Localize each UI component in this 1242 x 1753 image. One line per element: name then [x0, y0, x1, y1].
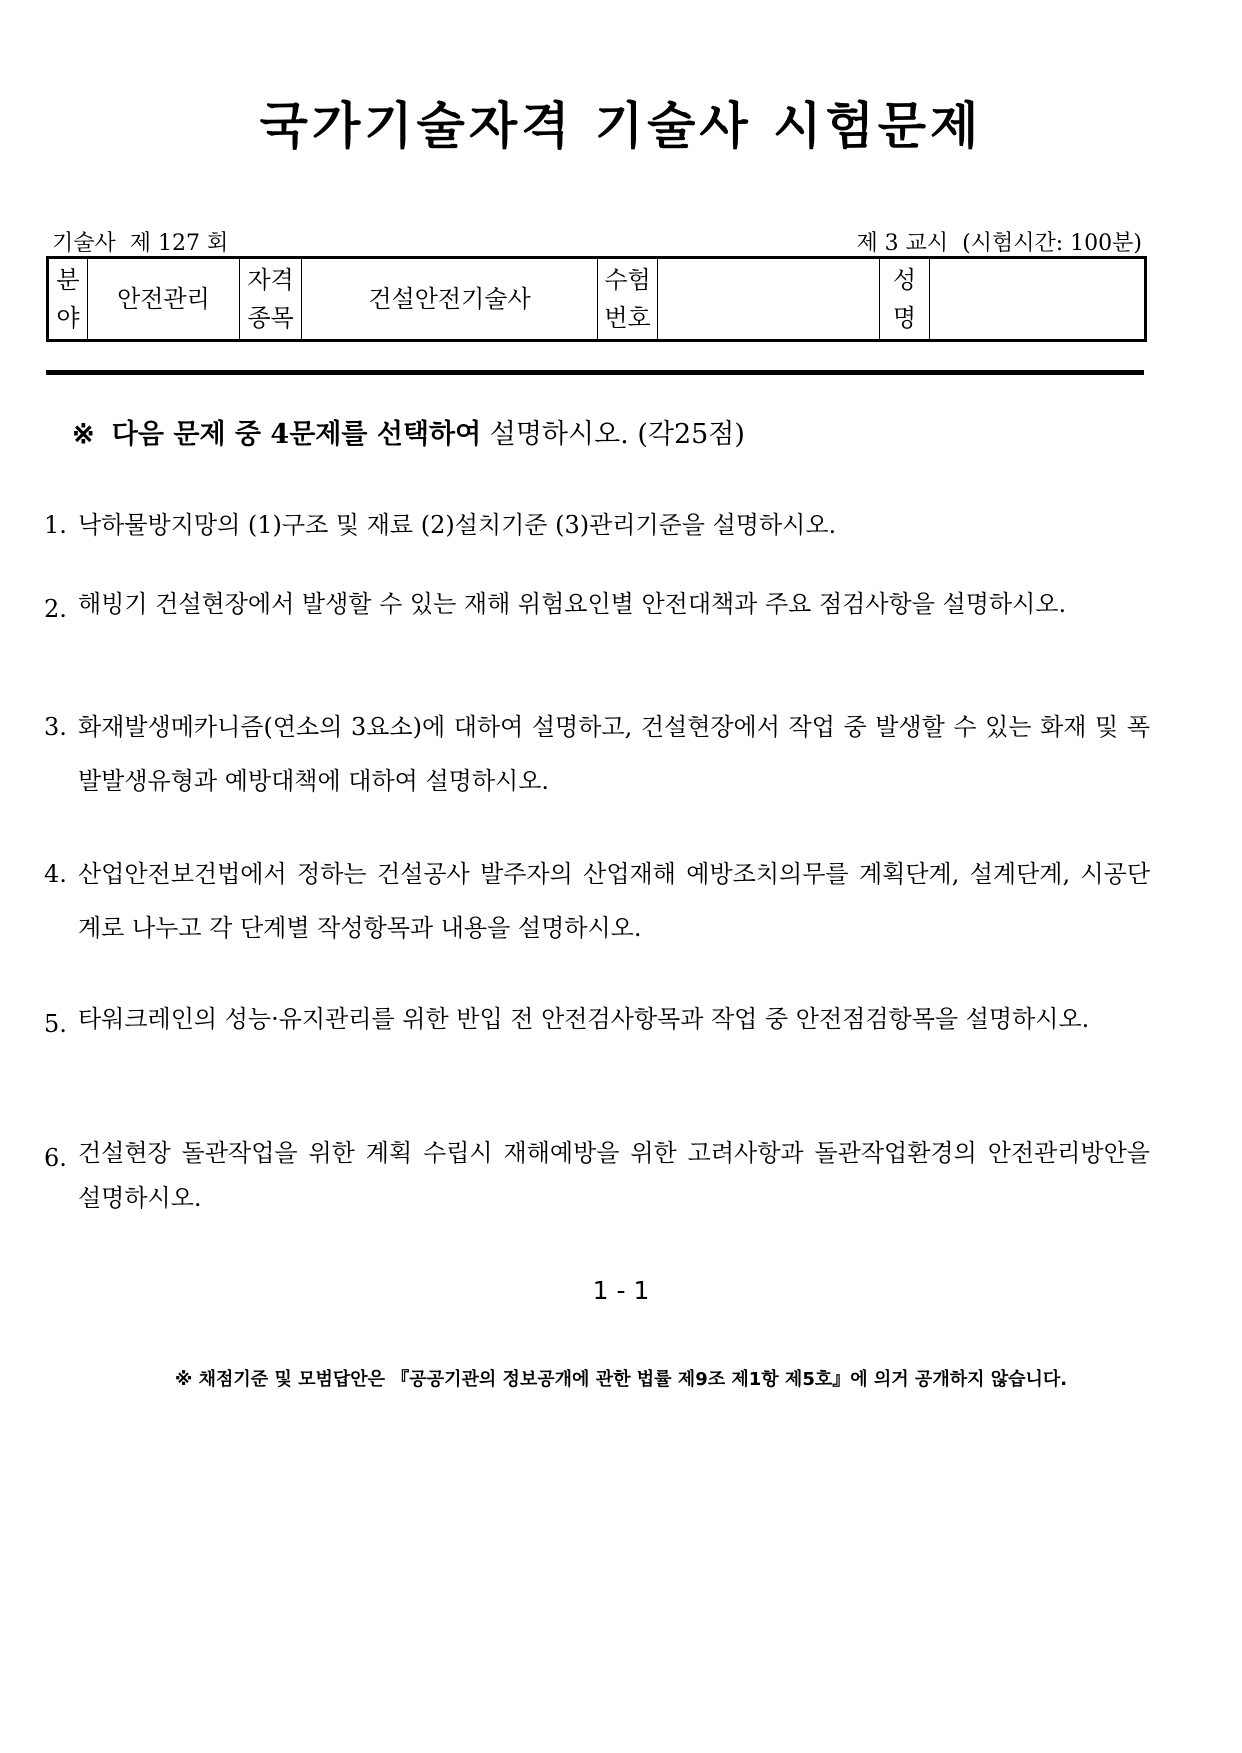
question-item [44, 997, 1150, 1042]
question-number: 2. [44, 595, 67, 623]
instruction-bold: 다음 문제 중 4문제를 선택하여 [111, 419, 482, 450]
exam-round: 기술사 제 127 회 [52, 231, 229, 256]
instruction-rest: 설명하시오. (각25점) [481, 419, 745, 450]
question-number: 6. [44, 1144, 67, 1172]
exam-number-label-line-2: 번호 [604, 304, 651, 332]
question-number: 4. [44, 860, 67, 888]
question-text: 화재발생메카니즘(연소의 3요소)에 대하여 설명하고, 건설현장에서 작업 중 발생할 수 있는 화재 및 폭발발생유형과 예방대책에 대하여 설명하시오. [78, 713, 1150, 795]
name-label-line-1: 성 [892, 266, 917, 294]
field-label-line-2: 야 [56, 304, 80, 332]
qualification-label-line-2: 종목 [247, 304, 294, 332]
question-item [44, 582, 1150, 627]
field-value: 안전관리 [88, 258, 240, 341]
reference-mark: ※ [72, 419, 95, 450]
page-number: 1 - 1 [592, 1276, 650, 1305]
exam-number-label-line-1: 수험 [604, 266, 651, 294]
question-text: 산업안전보건법에서 정하는 건설공사 발주자의 산업재해 예방조치의무를 계획단계, 설계단계, 시공단계로 나누고 각 단계별 작성항목과 내용을 설명하시오. [78, 860, 1150, 942]
question-text: 낙하물방지망의 (1)구조 및 재료 (2)설치기준 (3)관리기준을 설명하시오. [78, 511, 837, 539]
question-item [44, 1131, 1150, 1221]
question-number: 3. [44, 713, 67, 741]
question-item [44, 498, 1150, 552]
question-item [44, 847, 1150, 955]
question-text: 건설현장 돌관작업을 위한 계획 수립시 재해예방을 위한 고려사항과 돌관작업환경의 안전관리방안을 설명하시오. [78, 1139, 1150, 1212]
page-title: 국가기술자격 기술사 시험문제 [259, 96, 983, 155]
name-label-line-2: 명 [892, 304, 917, 332]
qualification-value: 건설안전기술사 [302, 258, 598, 341]
question-text: 타워크레인의 성능·유지관리를 위한 반입 전 안전검사항목과 작업 중 안전점검항목을 설명하시오. [78, 1005, 1090, 1033]
exam-session: 제 3 교시 (시험시간: 100분) [856, 231, 1142, 256]
field-label-line-1: 분 [56, 266, 80, 294]
qualification-label-line-1: 자격 [247, 266, 294, 294]
question-item [44, 700, 1150, 808]
question-number: 1. [44, 511, 67, 539]
question-text: 해빙기 건설현장에서 발생할 수 있는 재해 위험요인별 안전대책과 주요 점검사항을 설명하시오. [78, 590, 1067, 618]
question-number: 5. [44, 1010, 67, 1038]
footnote: ※ 채점기준 및 모범답안은 『공공기관의 정보공개에 관한 법률 제9조 제1항 제5호』에 의거 공개하지 않습니다. [174, 1369, 1068, 1390]
